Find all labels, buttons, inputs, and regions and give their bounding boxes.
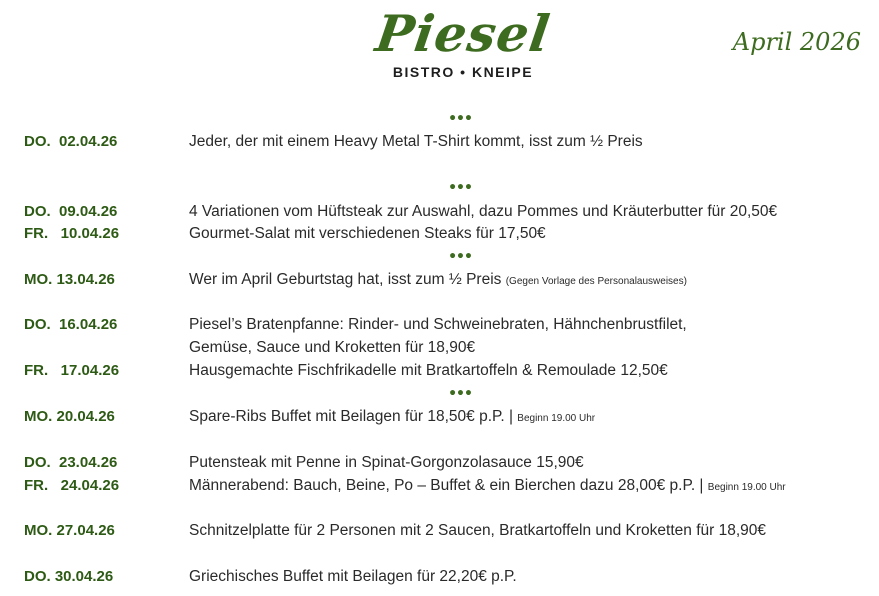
event-date: DO. 30.04.26 — [24, 568, 114, 585]
event-date: DO. 16.04.26 — [24, 316, 118, 333]
logo-subtitle: BISTRO • KNEIPE — [392, 64, 534, 80]
event-date: FR. 10.04.26 — [24, 225, 120, 242]
month-title: April 2026 — [732, 28, 861, 56]
event-main-text: Spare-Ribs Buffet mit Beilagen für 18,50€ p.P. | — [189, 408, 513, 425]
event-text-continued: Gemüse, Sauce und Kroketten für 18,90€ — [189, 339, 476, 356]
separator-dots: ••• — [448, 180, 472, 196]
event-text: Hausgemachte Fischfrikadelle mit Bratkartoffeln & Remoulade 12,50€ — [189, 362, 668, 379]
event-text: 4 Variationen vom Hüftsteak zur Auswahl, dazu Pommes und Kräuterbutter für 20,50€ — [189, 203, 778, 220]
event-text: Piesel’s Bratenpfanne: Rinder- und Schweinebraten, Hähnchenbrustfilet, — [189, 316, 687, 333]
separator-dots: ••• — [448, 386, 472, 402]
event-text — [189, 408, 595, 426]
separator-dots: ••• — [448, 249, 472, 265]
event-text: Schnitzelplatte für 2 Personen mit 2 Saucen, Bratkartoffeln und Kroketten für 18,90€ — [189, 522, 767, 539]
event-text: Griechisches Buffet mit Beilagen für 22,20€ p.P. — [189, 568, 517, 585]
event-text: Putensteak mit Penne in Spinat-Gorgonzolasauce 15,90€ — [189, 454, 584, 471]
event-date: FR. 24.04.26 — [24, 477, 120, 494]
event-date: FR. 17.04.26 — [24, 362, 120, 379]
event-text — [189, 477, 786, 495]
event-date: MO. 27.04.26 — [24, 522, 115, 539]
event-date: MO. 20.04.26 — [24, 408, 115, 425]
event-note: (Gegen Vorlage des Personalausweises) — [505, 276, 687, 287]
separator-dots: ••• — [448, 111, 472, 127]
event-main-text: Männerabend: Bauch, Beine, Po – Buffet & ein Bierchen dazu 28,00€ p.P. | — [189, 477, 704, 494]
event-text: Jeder, der mit einem Heavy Metal T-Shirt kommt, isst zum ½ Preis — [189, 133, 643, 150]
event-note: Beginn 19.00 Uhr — [517, 413, 596, 424]
restaurant-logo — [338, 6, 588, 90]
event-text — [189, 271, 687, 289]
event-date: DO. 09.04.26 — [24, 203, 118, 220]
event-date: DO. 02.04.26 — [24, 133, 118, 150]
logo-script-text: Piesel — [372, 4, 554, 63]
event-note: Beginn 19.00 Uhr — [707, 482, 786, 493]
event-main-text: Wer im April Geburtstag hat, isst zum ½ Preis — [189, 271, 502, 288]
event-date: MO. 13.04.26 — [24, 271, 115, 288]
event-text: Gourmet-Salat mit verschiedenen Steaks für 17,50€ — [189, 225, 546, 242]
event-date: DO. 23.04.26 — [24, 454, 118, 471]
